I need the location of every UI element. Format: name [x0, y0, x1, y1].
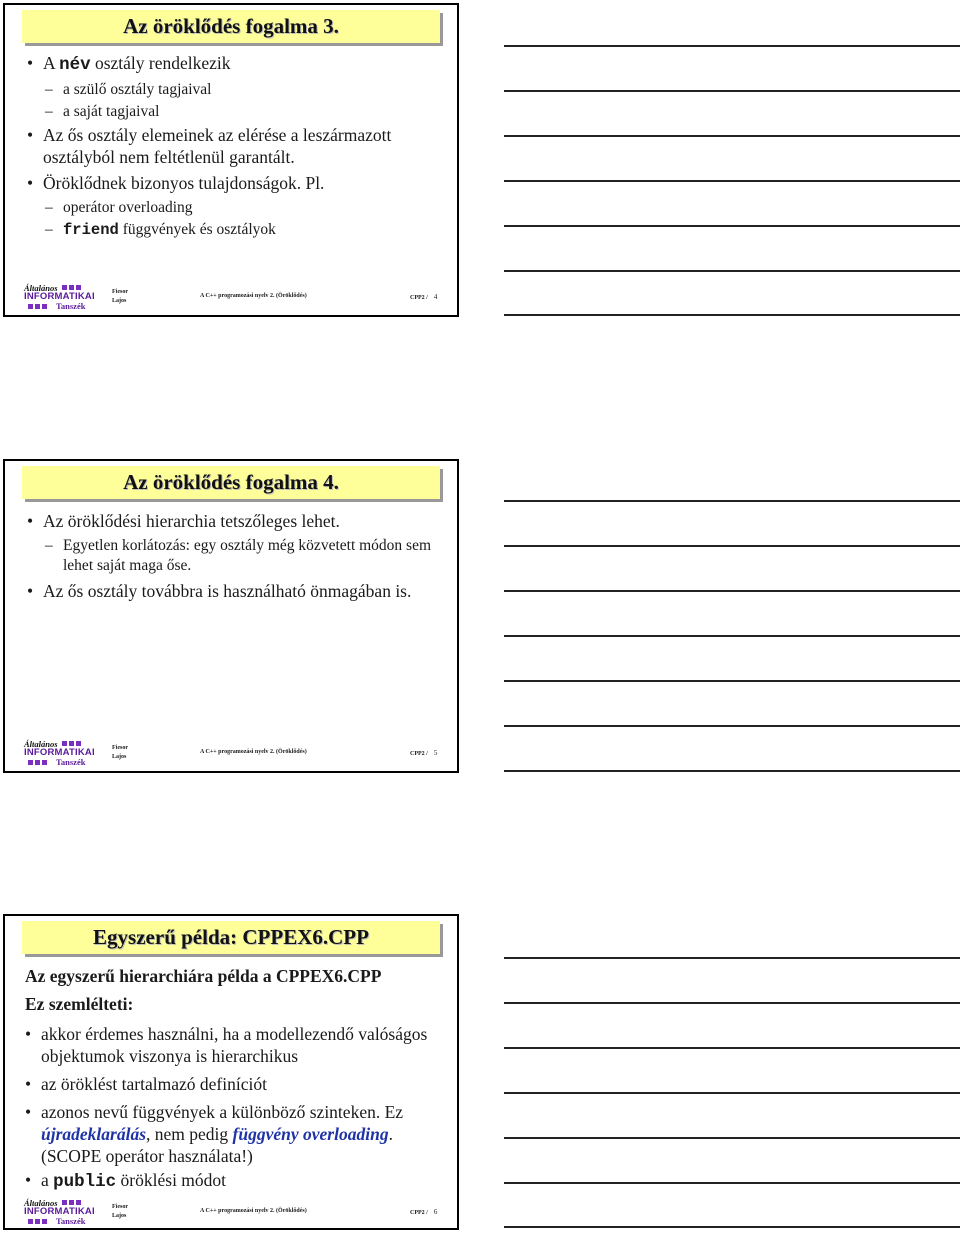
- department-logo: Általános INFORMATIKAI Tanszék: [24, 739, 95, 767]
- note-line: [504, 180, 960, 182]
- note-line: [504, 225, 960, 227]
- note-line: [504, 1047, 960, 1049]
- code-text: név: [59, 55, 91, 75]
- note-line: [504, 135, 960, 137]
- note-line: [504, 314, 960, 316]
- note-line: [504, 1226, 960, 1228]
- note-line: [504, 957, 960, 959]
- slide-body: [27, 510, 447, 606]
- sub-bullet: – a szülő osztály tagjaival: [27, 80, 447, 100]
- slide-title: Az öröklődés fogalma 3.: [22, 10, 440, 43]
- bullet: • A név osztály rendelkezik: [27, 52, 447, 76]
- sub-bullet: – Egyetlen korlátozás: egy osztály még közvetett módon sem lehet saját maga őse.: [27, 536, 447, 576]
- slide-title: Az öröklődés fogalma 4.: [22, 466, 440, 499]
- slide-4: [3, 3, 459, 317]
- note-line: [504, 270, 960, 272]
- course-title: A C++ programozási nyelv 2. (Öröklődés): [200, 1208, 307, 1214]
- slide-5: [3, 459, 459, 773]
- slide-footer: [20, 1198, 447, 1226]
- slide-body: [27, 52, 447, 242]
- note-line: [504, 45, 960, 47]
- page-number: CPP2 / 4: [410, 293, 438, 301]
- note-line: [504, 545, 960, 547]
- bullet: • a public öröklési módot: [25, 1169, 447, 1193]
- slide-footer: [20, 739, 447, 767]
- note-line: [504, 1182, 960, 1184]
- code-text: public: [53, 1172, 117, 1192]
- department-logo: Általános INFORMATIKAI Tanszék: [24, 283, 95, 311]
- note-line: [504, 1137, 960, 1139]
- author-name: Fiesor Lajos: [112, 745, 128, 760]
- intro-line: Ez szemlélteti:: [25, 994, 134, 1014]
- emphasis-text: függvény overloading: [232, 1124, 389, 1144]
- note-line: [504, 680, 960, 682]
- course-title: A C++ programozási nyelv 2. (Öröklődés): [200, 293, 307, 299]
- slide-body: [25, 965, 447, 1197]
- sub-bullet: – a saját tagjaival: [27, 102, 447, 122]
- bullet: • az öröklést tartalmazó definíciót: [25, 1073, 447, 1095]
- note-line: [504, 725, 960, 727]
- bullet: • akkor érdemes használni, ha a modellezendő valóságos objektumok viszonya is hierarchikus: [25, 1023, 447, 1067]
- author-name: Fiesor Lajos: [112, 289, 128, 304]
- bullet: • azonos nevű függvények a különböző szinteken. Ez újradeklarálás, nem pedig függvény overloading. (SCOPE operátor használata!): [25, 1101, 447, 1167]
- note-line: [504, 1092, 960, 1094]
- course-title: A C++ programozási nyelv 2. (Öröklődés): [200, 749, 307, 755]
- note-line: [504, 590, 960, 592]
- slide-footer: [20, 283, 447, 311]
- code-text: friend: [63, 221, 119, 239]
- bullet: • Az ős osztály továbbra is használható önmagában is.: [27, 580, 447, 602]
- bullet: • Az ős osztály elemeinek az elérése a leszármazott osztályból nem feltétlenül garantált.: [27, 124, 447, 168]
- page-number: CPP2 / 5: [410, 749, 438, 757]
- intro-line: Az egyszerű hierarchiára példa a CPPEX6.CPP: [25, 966, 382, 986]
- department-logo: Általános INFORMATIKAI Tanszék: [24, 1198, 95, 1226]
- note-line: [504, 1002, 960, 1004]
- bullet: • Az öröklődési hierarchia tetszőleges lehet.: [27, 510, 447, 532]
- sub-bullet: – operátor overloading: [27, 198, 447, 218]
- note-line: [504, 770, 960, 772]
- author-name: Fiesor Lajos: [112, 1204, 128, 1219]
- bullet: • Öröklődnek bizonyos tulajdonságok. Pl.: [27, 172, 447, 194]
- note-line: [504, 635, 960, 637]
- sub-bullet: – friend függvények és osztályok: [27, 220, 447, 240]
- slide-6: [3, 914, 459, 1230]
- note-line: [504, 500, 960, 502]
- note-line: [504, 90, 960, 92]
- page-number: CPP2 / 6: [410, 1208, 438, 1216]
- emphasis-text: újradeklarálás: [41, 1124, 147, 1144]
- slide-title: Egyszerű példa: CPPEX6.CPP: [22, 921, 440, 954]
